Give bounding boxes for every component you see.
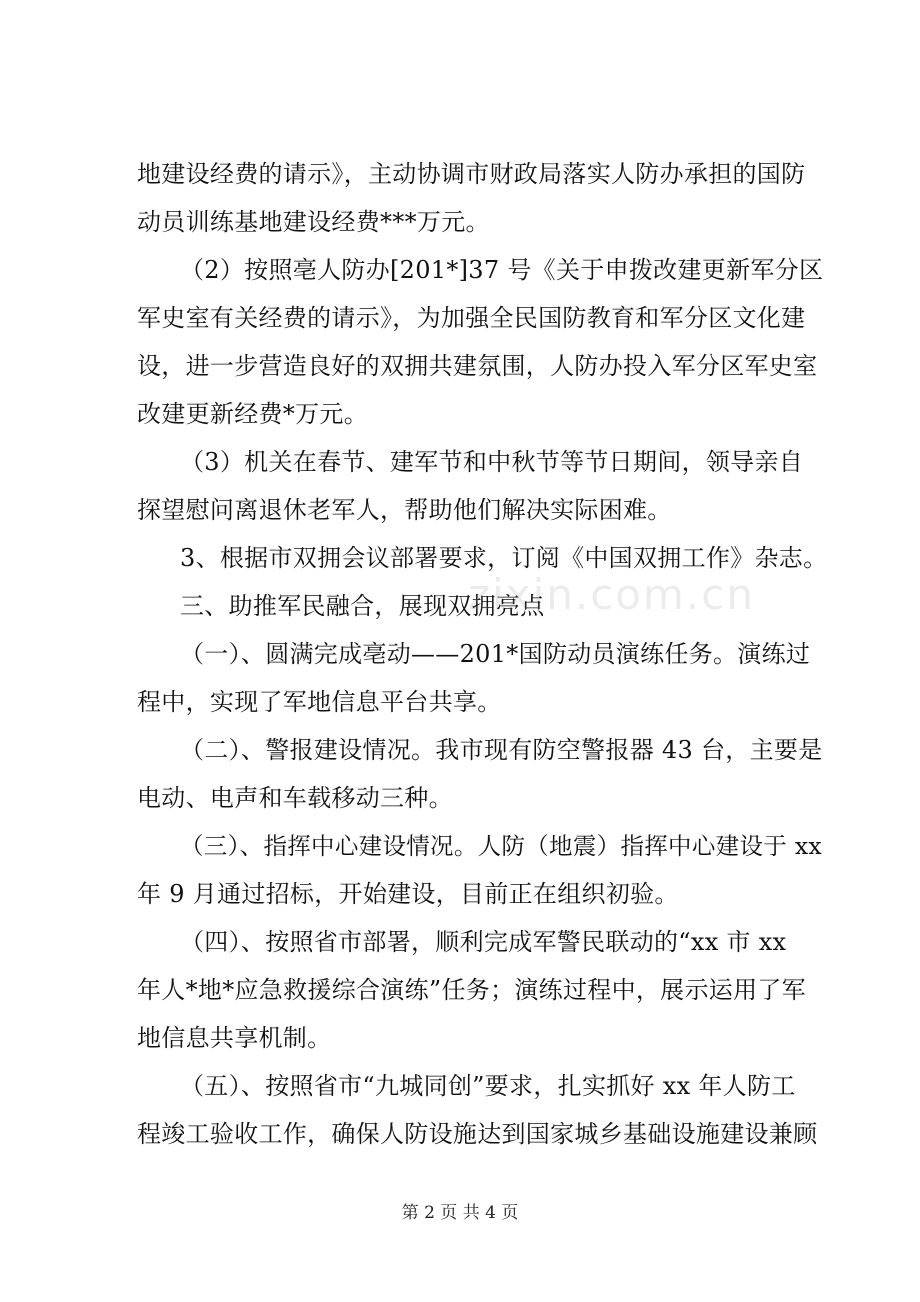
watermark: zixin.com.cn — [468, 570, 755, 619]
text-line: 地建设经费的请示》，主动协调市财政局落实人防办承担的国防 — [137, 160, 806, 188]
text-line: 军史室有关经费的请示》，为加强全民国防教育和军分区文化建 — [137, 304, 806, 332]
text-line: 程竣工验收工作，确保人防设施达到国家城乡基础设施建设兼顾 — [137, 1120, 818, 1148]
text-line: （2）按照亳人防办[201*]37 号《关于申拨改建更新军分区 — [180, 256, 824, 284]
text-line: 动员训练基地建设经费***万元。 — [137, 208, 490, 236]
text-line: （三）、指挥中心建设情况。人防（地震）指挥中心建设于 xx — [180, 832, 822, 860]
text-line: （四）、按照省市部署，顺利完成军警民联动的“xx 市 xx — [180, 928, 787, 956]
text-line: （五）、按照省市“九城同创”要求，扎实抓好 xx 年人防工 — [180, 1072, 796, 1100]
document-body — [137, 150, 827, 1158]
text-line: 设，进一步营造良好的双拥共建氛围，人防办投入军分区军史室 — [137, 352, 818, 380]
text-line: 电动、电声和车载移动三种。 — [137, 784, 453, 812]
text-line: （3）机关在春节、建军节和中秋节等节日期间，领导亲自 — [180, 448, 804, 476]
text-line: 年人*地*应急救援综合演练”任务；演练过程中，展示运用了军 — [137, 976, 806, 1004]
text-line: （一）、圆满完成亳动——201*国防动员演练任务。演练过 — [180, 640, 811, 668]
text-line: （二）、警报建设情况。我市现有防空警报器 43 台，主要是 — [180, 736, 823, 764]
page-footer: 第 2 页 共 4 页 — [401, 1203, 519, 1223]
text-line: 程中，实现了军地信息平台共享。 — [137, 688, 502, 716]
text-line: 三、助推军民融合，展现双拥亮点 — [180, 592, 545, 620]
text-line: 探望慰问离退休老军人，帮助他们解决实际困难。 — [137, 496, 672, 524]
text-line: 改建更新经费*万元。 — [137, 400, 368, 428]
text-line: 3、根据市双拥会议部署要求，订阅《中国双拥工作》杂志。 — [180, 544, 828, 572]
text-line: 地信息共享机制。 — [137, 1024, 332, 1052]
text-line: 年 9 月通过招标，开始建设，目前正在组织初验。 — [137, 880, 679, 908]
